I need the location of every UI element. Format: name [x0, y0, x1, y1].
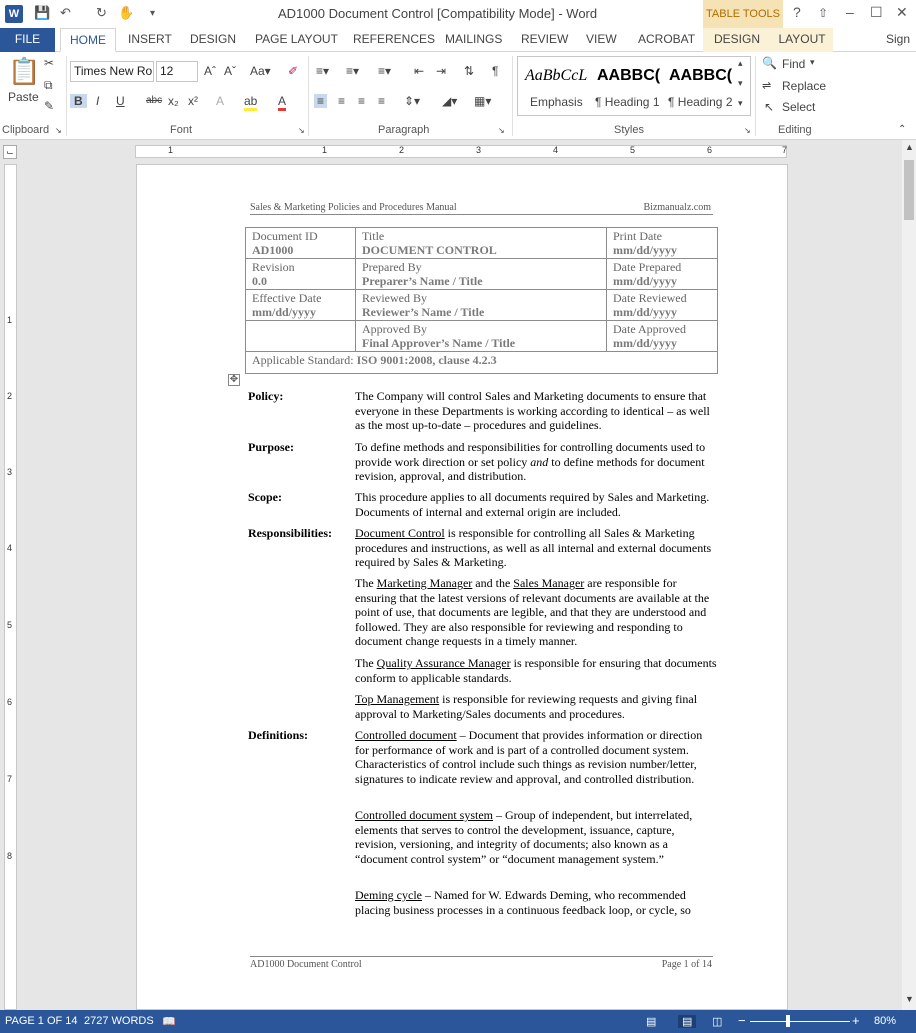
paragraph-group-label: Paragraph: [378, 124, 430, 136]
cell-value: 0.0: [252, 274, 267, 288]
copy-icon[interactable]: ⧉: [44, 78, 53, 92]
document-page[interactable]: [136, 164, 788, 1010]
role-name: Top Management: [355, 692, 440, 706]
tab-selector[interactable]: ⌙: [3, 145, 17, 159]
table-cell[interactable]: [607, 321, 718, 352]
table-cell[interactable]: [246, 352, 718, 374]
scroll-up-icon[interactable]: ▲: [905, 142, 914, 152]
horizontal-ruler[interactable]: [135, 145, 787, 158]
tab-table-design[interactable]: DESIGN: [703, 28, 771, 52]
responsibility-paragraph: [355, 656, 717, 685]
line-spacing-icon[interactable]: ⇕▾: [404, 94, 421, 108]
style-name-emphasis: Emphasis: [530, 95, 583, 109]
cell-label: Date Approved: [613, 322, 686, 336]
web-layout-icon[interactable]: ◫: [712, 1016, 723, 1028]
text-run: The: [355, 656, 377, 670]
policy-label: Policy:: [248, 389, 284, 403]
vertical-scrollbar[interactable]: [902, 140, 916, 1010]
ribbon-display-icon[interactable]: ⇧: [818, 6, 829, 20]
cell-value: Reviewer’s Name / Title: [362, 305, 485, 319]
scope-text: This procedure applies to all documents required by Sales and Marketing. Documents of internal and external origin are included.: [355, 490, 710, 519]
text-run: and the: [472, 576, 514, 590]
ruler-number: 4: [7, 543, 13, 553]
tab-page-layout[interactable]: PAGE LAYOUT: [255, 32, 338, 46]
purpose-label: Purpose:: [248, 440, 294, 454]
tab-review[interactable]: REVIEW: [521, 32, 569, 46]
read-mode-icon[interactable]: ▤: [646, 1016, 657, 1028]
align-right-icon[interactable]: ≡: [358, 94, 366, 108]
term: Controlled document system: [355, 808, 493, 822]
ruler-number: 3: [476, 145, 482, 155]
table-cell[interactable]: [246, 259, 356, 290]
role-name: Marketing Manager: [376, 576, 473, 590]
table-cell[interactable]: [246, 321, 356, 352]
find-button[interactable]: Find: [782, 57, 806, 71]
shrink-font-icon[interactable]: Aˇ: [224, 64, 236, 78]
find-dropdown-icon[interactable]: ▾: [810, 57, 815, 67]
group-divider: [308, 56, 309, 136]
numbering-icon[interactable]: ≡▾: [346, 64, 360, 78]
cell-label: Print Date: [613, 229, 662, 243]
ruler-number: 2: [399, 145, 405, 155]
table-cell[interactable]: [607, 290, 718, 321]
cell-value: Preparer’s Name / Title: [362, 274, 483, 288]
replace-icon[interactable]: ⇌: [762, 80, 772, 92]
sort-icon[interactable]: ⇅: [464, 64, 475, 78]
scroll-down-icon[interactable]: ▼: [905, 994, 914, 1004]
zoom-level[interactable]: 80%: [874, 1015, 897, 1027]
zoom-out-button[interactable]: −: [738, 1013, 746, 1028]
zoom-slider[interactable]: [750, 1021, 850, 1022]
group-divider: [512, 56, 513, 136]
table-cell[interactable]: [246, 290, 356, 321]
undo-icon[interactable]: ↶: [60, 5, 71, 20]
term: Controlled document: [355, 728, 457, 742]
responsibilities-label: Responsibilities:: [248, 526, 333, 540]
select-button[interactable]: Select: [782, 100, 816, 114]
collapse-ribbon-icon[interactable]: ⌃: [898, 124, 907, 135]
ruler-number: 6: [707, 145, 713, 155]
shading-icon[interactable]: ◢▾: [442, 94, 458, 108]
text-run: is responsible for controlling all Sales & Marketing procedures and instructions, as well as all internal and external documents required by Sales & Marketing.: [355, 526, 712, 570]
superscript-icon[interactable]: x²: [188, 94, 198, 108]
table-cell[interactable]: [356, 321, 607, 352]
word-count[interactable]: 2727 WORDS: [84, 1015, 154, 1027]
page-count[interactable]: PAGE 1 OF 14: [5, 1015, 78, 1027]
help-button[interactable]: ?: [793, 4, 801, 20]
sign-in-link[interactable]: Sign: [885, 32, 911, 46]
header-right: Bizmanualz.com: [643, 202, 711, 213]
clipboard-group-label: Clipboard: [2, 124, 50, 136]
find-icon[interactable]: 🔍: [762, 56, 777, 70]
align-center-icon[interactable]: ≡: [338, 94, 346, 108]
role-name: Sales Manager: [513, 576, 585, 590]
restore-button[interactable]: ☐: [870, 4, 883, 20]
header-left: Sales & Marketing Policies and Procedures Manual: [250, 202, 457, 213]
cell-value: mm/dd/yyyy: [252, 305, 317, 319]
tab-file[interactable]: FILE: [0, 28, 55, 52]
cell-label: Reviewed By: [362, 291, 427, 305]
definitions-label: Definitions:: [248, 728, 308, 742]
cell-label: Date Prepared: [613, 260, 682, 274]
tab-home[interactable]: HOME: [60, 28, 116, 52]
font-size-box[interactable]: 12: [156, 61, 198, 82]
font-launcher-icon[interactable]: ↘: [298, 126, 305, 135]
bold-icon[interactable]: B: [70, 94, 87, 108]
paragraph-launcher-icon[interactable]: ↘: [498, 126, 505, 135]
multilevel-list-icon[interactable]: ≡▾: [378, 64, 392, 78]
text-run: The: [355, 576, 377, 590]
customize-qat-icon[interactable]: ▾: [150, 8, 156, 19]
editing-group-label: Editing: [778, 124, 812, 136]
ruler-number: 5: [7, 620, 13, 630]
policy-text: The Company will control Sales and Marketing documents to ensure that everyone in these Departments is working according to identical – as well as the most up-to-date – procedures and guidelines.: [355, 389, 710, 433]
text-run: are responsible for ensuring that the latest versions of relevant documents are available at the point of use, that documents are legible, and that they are understood and followed. They are also responsible for reviewing and responding to document change requests in a timely manner.: [355, 576, 710, 649]
clear-formatting-icon[interactable]: ✐: [288, 64, 299, 78]
table-cell[interactable]: [607, 228, 718, 259]
ruler-number: 3: [7, 467, 13, 477]
tab-insert[interactable]: INSERT: [128, 32, 172, 46]
highlight-icon[interactable]: ab: [244, 94, 257, 111]
ruler-number: 2: [7, 391, 13, 401]
role-name: Quality Assurance Manager: [376, 656, 511, 670]
grow-font-icon[interactable]: Aˆ: [204, 64, 216, 78]
close-button[interactable]: ✕: [896, 4, 908, 20]
zoom-slider-thumb[interactable]: [786, 1015, 790, 1027]
responsibility-paragraph: [355, 526, 717, 570]
styles-scroll-down-icon[interactable]: ▾: [738, 78, 743, 88]
increase-indent-icon[interactable]: ⇥: [436, 64, 447, 78]
touch-mode-icon[interactable]: ✋: [118, 5, 135, 20]
table-move-handle-icon[interactable]: ✥: [229, 374, 239, 385]
table-cell[interactable]: [356, 259, 607, 290]
ruler-number: 5: [630, 145, 636, 155]
cell-label: Revision: [252, 260, 295, 274]
text-run: and: [530, 454, 549, 469]
tab-references[interactable]: REFERENCES: [353, 32, 436, 46]
status-bar: [0, 1010, 916, 1033]
style-name-heading-2: ¶ Heading 2: [668, 95, 733, 109]
text-run: – Named for W. Edwards Deming, who recommended placing business processes in a continuous feedback loop, or cycle, so: [355, 888, 691, 917]
table-cell[interactable]: [246, 228, 356, 259]
cell-label: Prepared By: [362, 260, 422, 274]
tab-acrobat[interactable]: ACROBAT: [638, 32, 696, 46]
style-preview-heading-2[interactable]: AABBC(: [669, 67, 733, 84]
table-cell[interactable]: [356, 228, 607, 259]
bullets-icon[interactable]: ≡▾: [316, 64, 330, 78]
underline-icon[interactable]: U: [116, 94, 125, 108]
cell-label: Title: [362, 229, 385, 243]
tab-mailings[interactable]: MAILINGS: [445, 32, 503, 46]
styles-gallery[interactable]: [517, 56, 751, 116]
styles-scroll-up-icon[interactable]: ▴: [738, 58, 743, 68]
definition-paragraph: [355, 808, 717, 866]
strikethrough-icon[interactable]: abc: [146, 95, 163, 106]
text-run: is responsible for reviewing requests and giving final approval to Marketing/Sales documents and procedures.: [355, 692, 698, 721]
show-marks-icon[interactable]: ¶: [492, 64, 499, 78]
tab-table-layout[interactable]: LAYOUT: [771, 28, 833, 52]
ruler-number: 7: [7, 774, 13, 784]
select-icon[interactable]: ↖: [764, 100, 775, 114]
font-group-label: Font: [170, 124, 193, 136]
definition-paragraph: [355, 888, 717, 917]
cell-label: Document ID: [252, 229, 318, 243]
ruler-number: 1: [7, 315, 13, 325]
clipboard-launcher-icon[interactable]: ↘: [55, 126, 62, 135]
cell-value: DOCUMENT CONTROL: [362, 243, 497, 257]
ribbon-tabs: [0, 28, 916, 52]
text-run: – Document that provides information or direction for performance of work and is part of a controlled document system. Characteristics of control include such things as revision number/letter, signatures to indicate review and approval, and controlled distribution.: [355, 728, 703, 786]
cell-value: ISO 9001:2008, clause 4.2.3: [356, 353, 497, 367]
ruler-number: 7: [782, 145, 788, 155]
table-cell[interactable]: [607, 259, 718, 290]
zoom-in-button[interactable]: +: [852, 1013, 860, 1028]
ruler-area: [0, 140, 916, 162]
change-case-icon[interactable]: Aa▾: [250, 64, 271, 78]
format-painter-icon[interactable]: ✎: [44, 99, 55, 113]
paste-button[interactable]: Paste: [8, 90, 39, 104]
purpose-text: [355, 440, 717, 484]
decrease-indent-icon[interactable]: ⇤: [414, 64, 425, 78]
responsibility-paragraph: [355, 692, 717, 721]
group-divider: [755, 56, 756, 136]
definition-paragraph: [355, 728, 717, 786]
text-effects-icon[interactable]: A: [216, 94, 225, 108]
cell-value: mm/dd/yyyy: [613, 305, 678, 319]
tab-view[interactable]: VIEW: [586, 32, 617, 46]
replace-button[interactable]: Replace: [782, 79, 827, 93]
responsibility-paragraph: [355, 576, 717, 649]
cell-value: Final Approver’s Name / Title: [362, 336, 516, 350]
justify-icon[interactable]: ≡: [378, 94, 386, 108]
table-cell[interactable]: [356, 290, 607, 321]
title-bar: [0, 0, 916, 28]
styles-group-label: Styles: [614, 124, 644, 136]
style-preview-emphasis[interactable]: AaBbCcL: [525, 67, 588, 84]
cell-label: Effective Date: [252, 291, 322, 305]
vertical-ruler[interactable]: [4, 164, 17, 1010]
cell-value: mm/dd/yyyy: [613, 243, 678, 257]
role-name: Document Control: [355, 526, 445, 540]
cell-label: Applicable Standard:: [252, 353, 354, 367]
ruler-number: 6: [7, 697, 13, 707]
font-color-icon[interactable]: A: [278, 94, 286, 111]
borders-icon[interactable]: ▦▾: [474, 94, 492, 108]
cut-icon[interactable]: ✂: [44, 56, 55, 70]
save-icon[interactable]: 💾: [34, 5, 51, 20]
font-name-box[interactable]: Times New Ro: [70, 61, 154, 82]
group-divider: [66, 56, 67, 136]
document-info-table[interactable]: [245, 227, 718, 374]
cell-value: AD1000: [252, 243, 294, 257]
table-tools-label: TABLE TOOLS: [703, 0, 783, 28]
cell-value: mm/dd/yyyy: [613, 336, 678, 350]
text-run: – Group of independent, but interrelated, elements that serves to control the development, issuance, capture, revision, versioning, and integrity of documents; also known as a “document control system” or “document management system.”: [355, 808, 693, 866]
styles-launcher-icon[interactable]: ↘: [744, 126, 751, 135]
text-run: to define methods for document revision, approval, and distribution.: [355, 454, 705, 484]
term: Deming cycle: [355, 888, 422, 902]
ruler-number: 4: [553, 145, 559, 155]
style-preview-heading-1[interactable]: AABBC(: [597, 67, 661, 84]
print-layout-icon[interactable]: ▤: [678, 1015, 696, 1028]
cell-value: mm/dd/yyyy: [613, 274, 678, 288]
header-rule: [250, 214, 713, 215]
proofing-icon[interactable]: 📖: [162, 1016, 176, 1028]
paste-icon[interactable]: 📋: [8, 56, 41, 86]
scope-label: Scope:: [248, 490, 282, 504]
word-app-icon[interactable]: W: [5, 5, 23, 23]
footer-right: Page 1 of 14: [661, 959, 712, 970]
minimize-button[interactable]: –: [846, 4, 854, 20]
tab-design[interactable]: DESIGN: [190, 32, 237, 46]
subscript-icon[interactable]: x₂: [168, 94, 179, 108]
scrollbar-thumb[interactable]: [904, 160, 914, 220]
ribbon: [0, 52, 916, 140]
ruler-number: 8: [7, 851, 13, 861]
cell-label: Approved By: [362, 322, 427, 336]
footer-left: AD1000 Document Control: [250, 959, 362, 970]
style-name-heading-1: ¶ Heading 1: [595, 95, 660, 109]
text-run: is responsible for ensuring that documents conform to applicable standards.: [355, 656, 717, 685]
ruler-number: 1: [322, 145, 328, 155]
italic-icon[interactable]: I: [96, 94, 100, 108]
cell-label: Date Reviewed: [613, 291, 687, 305]
text-run: To define methods and responsibilities for controlling documents used to provide work direction or set policy: [355, 440, 706, 469]
align-left-icon[interactable]: ≡: [314, 94, 327, 108]
redo-icon[interactable]: ↻: [96, 5, 107, 20]
footer-rule: [250, 956, 713, 957]
window-title: AD1000 Document Control [Compatibility Mode] - Word: [278, 6, 598, 21]
ruler-number: 1: [168, 145, 174, 155]
styles-more-icon[interactable]: ▾: [738, 98, 743, 108]
